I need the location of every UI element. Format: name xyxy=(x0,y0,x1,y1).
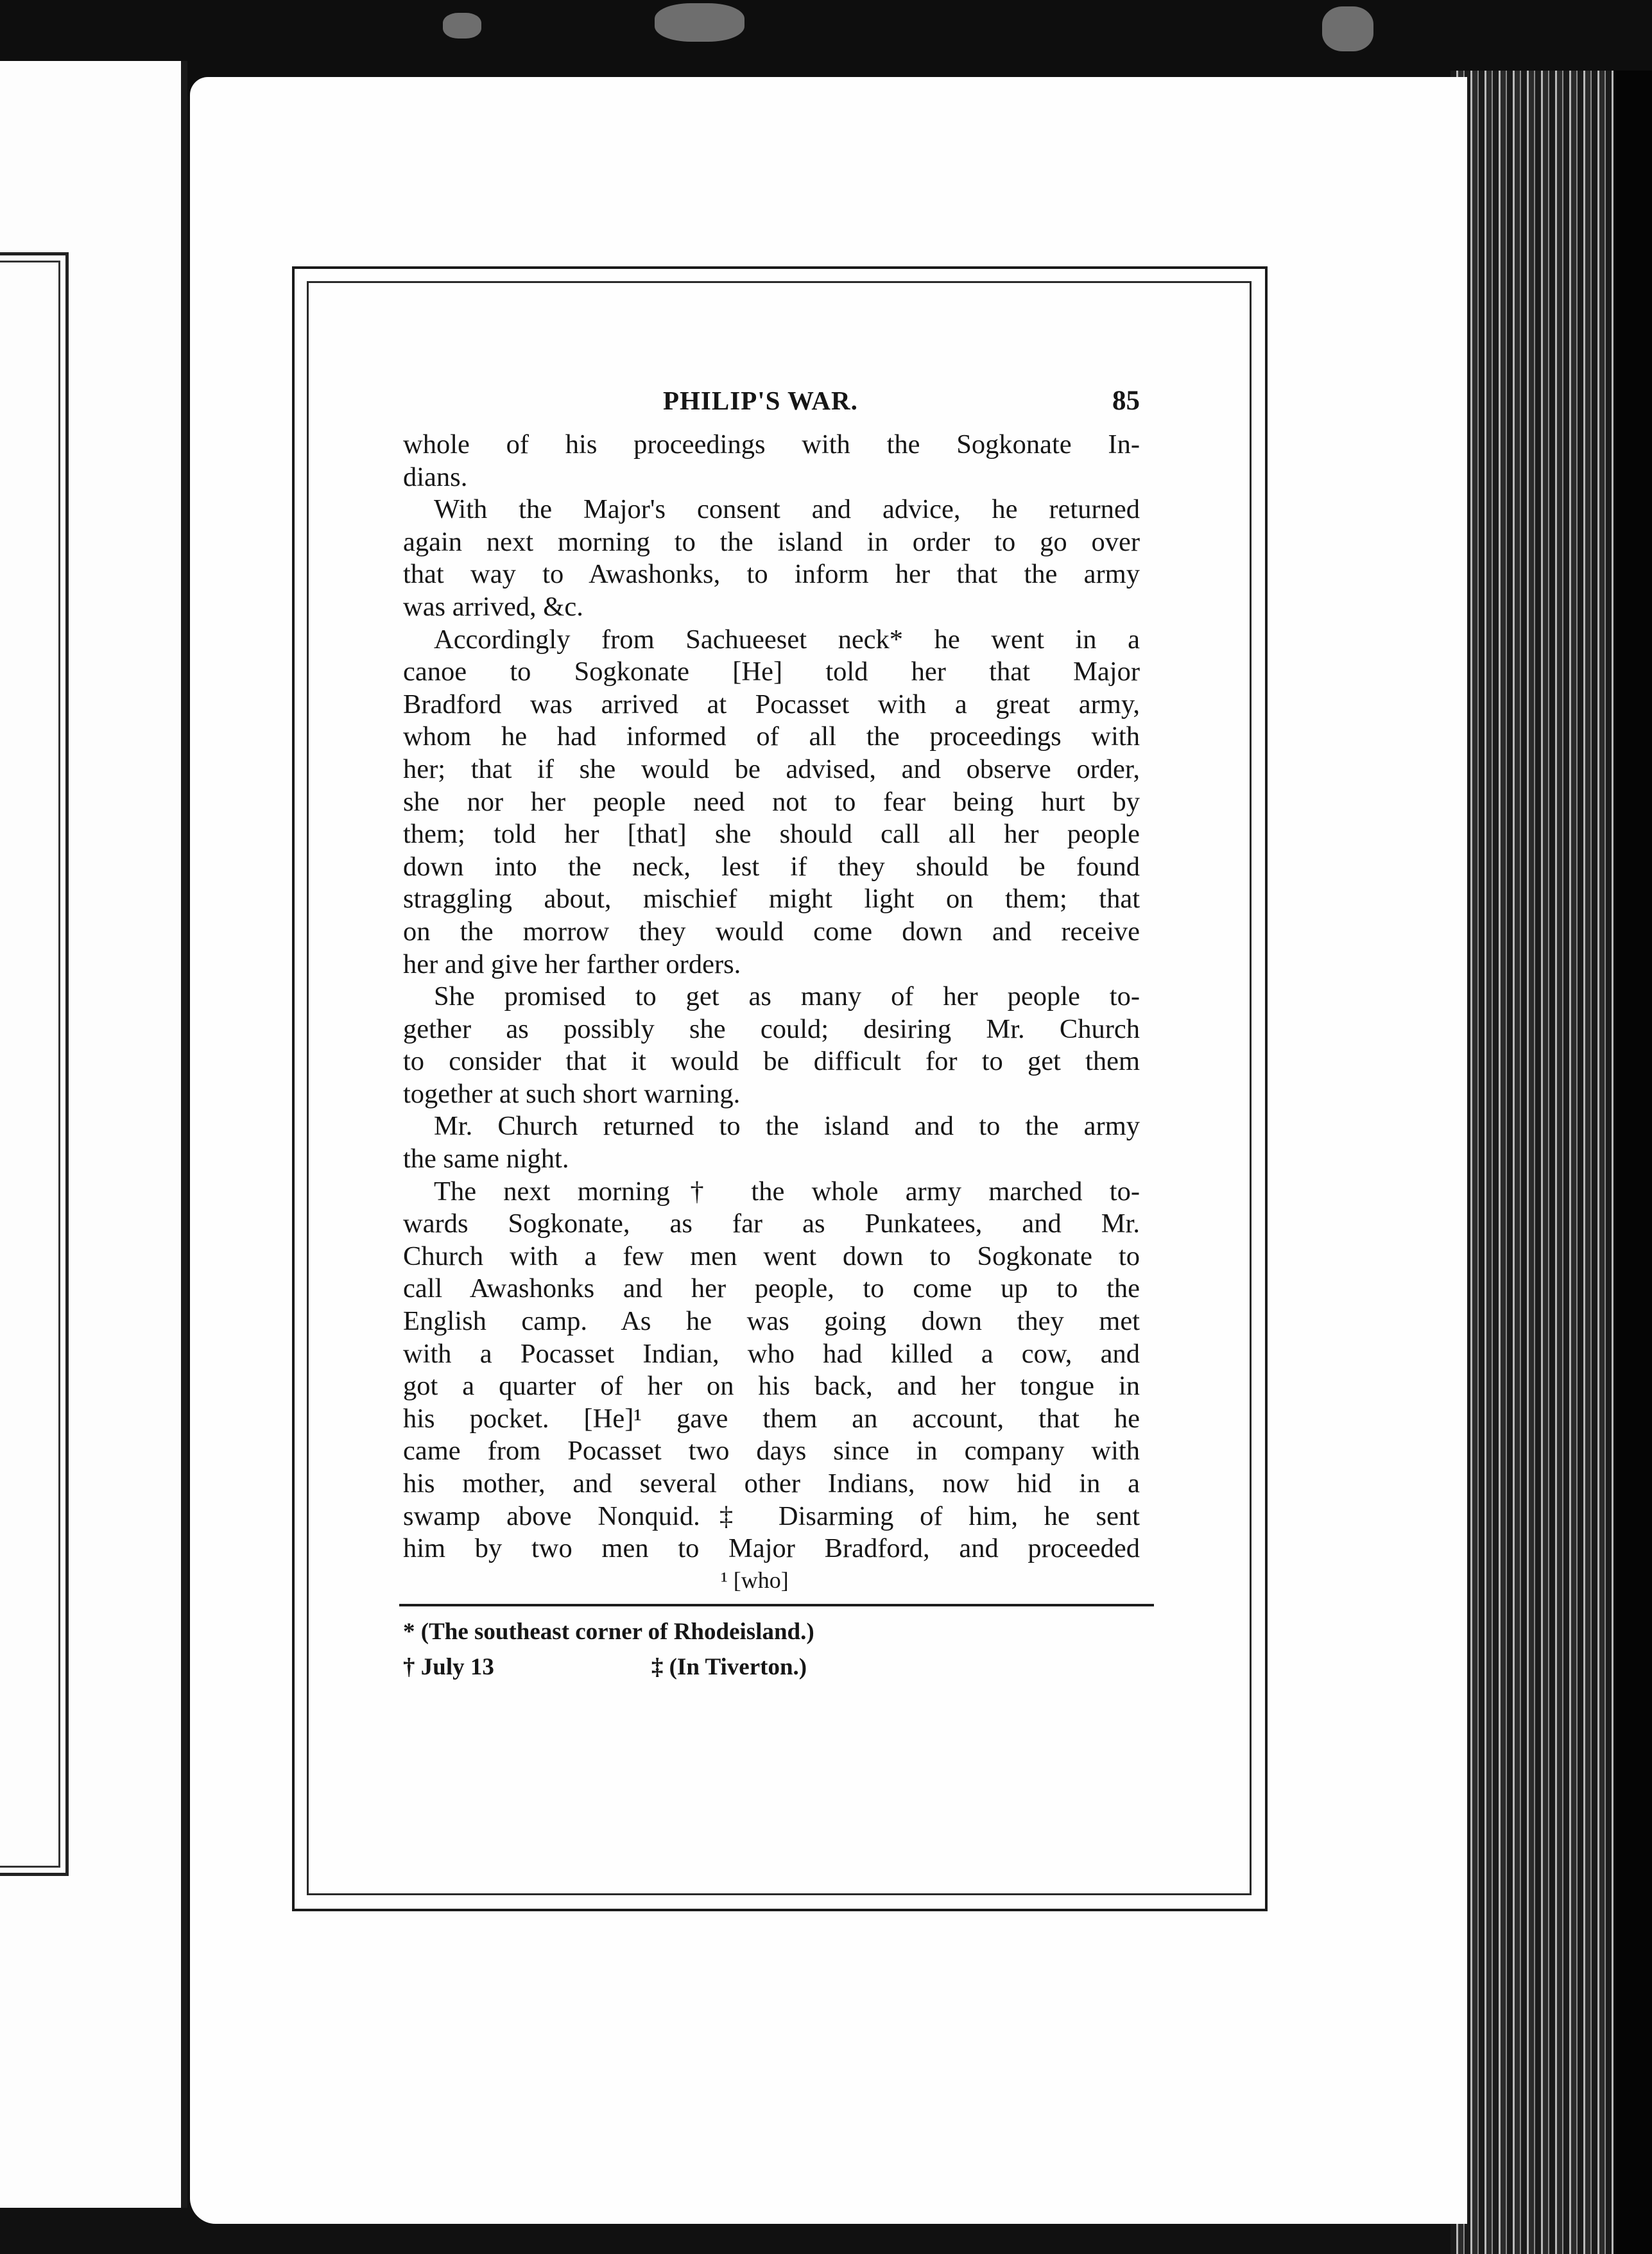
text-line: she nor her people need not to fear being hurt by xyxy=(403,786,1140,817)
text-line: whom he had informed of all the proceedings with xyxy=(403,721,1140,752)
text-line: She promised to get as many of her people to- xyxy=(434,981,1140,1012)
text-line: wards Sogkonate, as far as Punkatees, and Mr. xyxy=(403,1209,1140,1239)
running-head xyxy=(403,385,1140,424)
text-line: that way to Awashonks, to inform her that the army xyxy=(403,559,1140,590)
facing-page-left xyxy=(0,61,187,2208)
running-head-title: PHILIP'S WAR. xyxy=(663,386,858,415)
text-line: them; told her [that] she should call all her people xyxy=(403,819,1140,850)
body-text xyxy=(403,429,1140,1565)
footnote-dagger-row xyxy=(403,1649,1140,1685)
text-line: her; that if she would be advised, and observe order, xyxy=(403,753,1140,784)
text-line: his pocket. [He]¹ gave them an account, that he xyxy=(403,1403,1140,1434)
text-line: his mother, and several other Indians, now hid in a xyxy=(403,1468,1140,1499)
text-line: dians. xyxy=(403,461,468,492)
text-line: on the morrow they would come down and receive xyxy=(403,916,1140,947)
text-line: Accordingly from Sachueeset neck* he went in a xyxy=(434,624,1140,655)
text-line: Mr. Church returned to the island and to the army xyxy=(434,1111,1140,1142)
footnote-double-dagger: ‡ (In Tiverton.) xyxy=(651,1653,807,1680)
text-line: was arrived, &c. xyxy=(403,591,583,622)
text-line: with a Pocasset Indian, who had killed a cow, and xyxy=(403,1338,1140,1369)
page-text-block xyxy=(403,385,1140,1685)
footnote-rule xyxy=(399,1604,1154,1606)
text-line: to consider that it would be difficult for to get them xyxy=(403,1046,1140,1077)
text-line: With the Major's consent and advice, he returned xyxy=(434,494,1140,525)
scan-speck xyxy=(443,13,481,39)
text-line: canoe to Sogkonate [He] told her that Major xyxy=(403,657,1140,687)
text-line: gether as possibly she could; desiring Mr. Church xyxy=(403,1013,1140,1044)
text-line: him by two men to Major Bradford, and proceeded xyxy=(403,1533,1140,1564)
text-line: swamp above Nonquid.‡ Disarming of him, he sent xyxy=(403,1501,1140,1531)
text-line: English camp. As he was going down they met xyxy=(403,1306,1140,1337)
scan-speck xyxy=(1322,6,1373,51)
book-page-edges xyxy=(1450,71,1652,2254)
text-line: came from Pocasset two days since in company with xyxy=(403,1436,1140,1467)
text-line: straggling about, mischief might light on them; that xyxy=(403,884,1140,915)
text-line: got a quarter of her on his back, and her tongue in xyxy=(403,1371,1140,1402)
text-line: whole of his proceedings with the Sogkonate In- xyxy=(403,429,1140,460)
text-line: call Awashonks and her people, to come up to the xyxy=(403,1273,1140,1304)
editor-note: ¹ [who] xyxy=(721,1567,789,1593)
footnote-dagger: † July 13 xyxy=(403,1653,494,1680)
text-line: Church with a few men went down to Sogkonate to xyxy=(403,1241,1140,1271)
text-line: The next morning† the whole army marched to- xyxy=(434,1176,1140,1207)
scan-speck xyxy=(655,3,744,42)
text-line: her and give her farther orders. xyxy=(403,949,741,979)
text-line: together at such short warning. xyxy=(403,1078,741,1109)
text-line: Bradford was arrived at Pocasset with a great army, xyxy=(403,689,1140,719)
footnote-star: * (The southeast corner of Rhodeisland.) xyxy=(403,1618,814,1645)
text-line: the same night. xyxy=(403,1144,569,1174)
facing-page-frame xyxy=(0,252,69,1876)
text-line: again next morning to the island in order to go over xyxy=(403,526,1140,557)
text-line: down into the neck, lest if they should be found xyxy=(403,851,1140,882)
page-number: 85 xyxy=(1112,386,1140,416)
